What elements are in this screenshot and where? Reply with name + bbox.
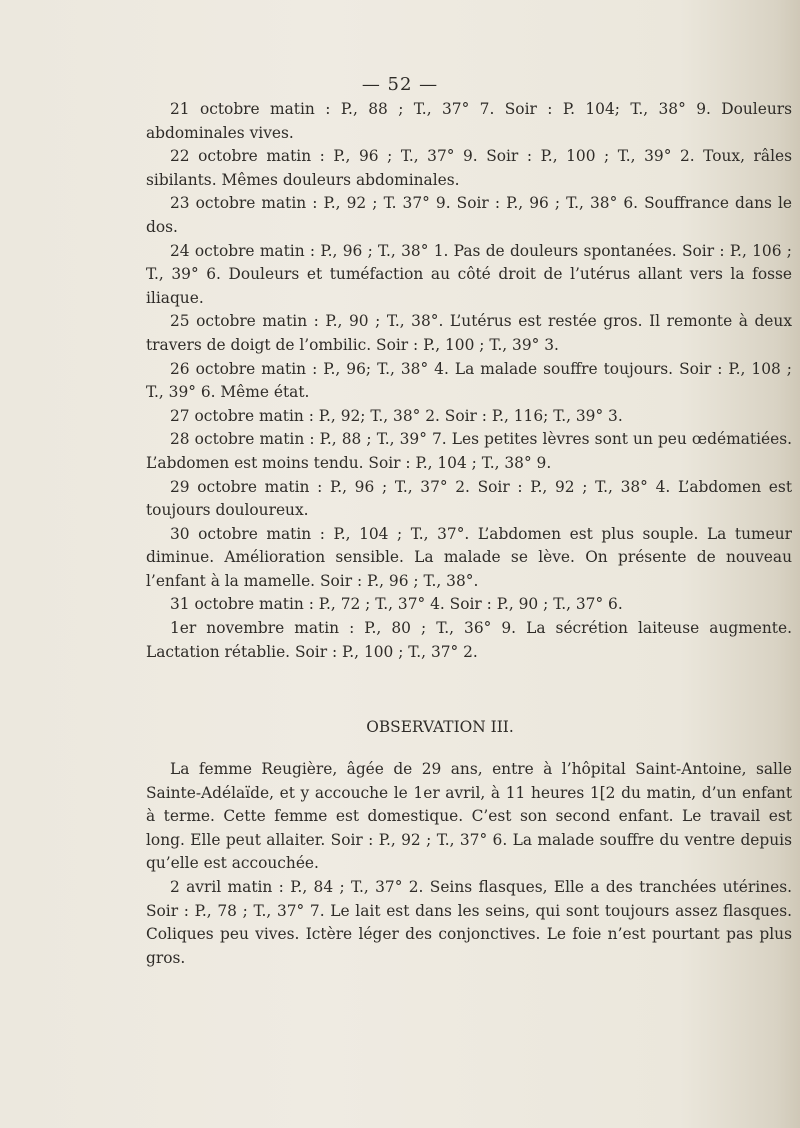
daily-entries bbox=[146, 98, 792, 664]
observation-paragraph: La femme Reugière, âgée de 29 ans, entre à l’hôpital Saint-Antoine, salle Sainte-Adélaïde, et y accouche le 1er avril, à 11 heures 1[2 du matin, d’un enfant à terme. Cette femme est domestique. C’est son second enfant. Le travail est long. Elle peut allaiter. Soir : P., 92 ; T., 37° 6. La malade souffre du ventre depuis qu’elle est accouchée. bbox=[146, 760, 792, 873]
observation-text bbox=[146, 758, 792, 970]
entry-paragraph: 23 octobre matin : P., 92 ; T. 37° 9. Soir : P., 96 ; T., 38° 6. Souffrance dans le dos. bbox=[146, 194, 792, 236]
entry-paragraph: 22 octobre matin : P., 96 ; T., 37° 9. Soir : P., 100 ; T., 39° 2. Toux, râles sibilants. Mêmes douleurs abdominales. bbox=[146, 147, 792, 189]
entry-paragraph: 24 octobre matin : P., 96 ; T., 38° 1. Pas de douleurs spontanées. Soir : P., 106 ; T., 39° 6. Douleurs et tuméfaction au côté droit de l’utérus allant vers la fosse iliaque. bbox=[146, 241, 792, 307]
observation-heading: OBSERVATION III. bbox=[366, 718, 514, 736]
entry-paragraph: 1er novembre matin : P., 80 ; T., 36° 9. La sécrétion laiteuse augmente. Lactation rétablie. Soir : P., 100 ; T., 37° 2. bbox=[146, 619, 792, 661]
entry-paragraph: 29 octobre matin : P., 96 ; T., 37° 2. Soir : P., 92 ; T., 38° 4. L’abdomen est toujours douloureux. bbox=[146, 477, 792, 520]
entry-paragraph: 21 octobre matin : P., 88 ; T., 37° 7. Soir : P. 104; T., 38° 9. Douleurs abdominales vives. bbox=[146, 100, 792, 142]
observation-paragraph: 2 avril matin : P., 84 ; T., 37° 2. Seins flasques, Elle a des tranchées utérines. Soir : P., 78 ; T., 37° 7. Le lait est dans les seins, qui sont toujours assez flasques. Coliques peu vives. Ictère léger des conjonctives. Le foie n’est pourtant pas plus gros. bbox=[146, 877, 792, 967]
entry-paragraph: 25 octobre matin : P., 90 ; T., 38°. L’utérus est restée gros. Il remonte à deux travers de doigt de l’ombilic. Soir : P., 100 ; T., 39° 3. bbox=[146, 312, 792, 354]
entry-paragraph: 26 octobre matin : P., 96; T., 38° 4. La malade souffre toujours. Soir : P., 108 ; T., 39° 6. Même état. bbox=[146, 359, 792, 402]
entry-paragraph: 30 octobre matin : P., 104 ; T., 37°. L’abdomen est plus souple. La tumeur diminue. Amélioration sensible. La malade se lève. On présente de nouveau l’enfant à la mamelle. Soir : P., 96 ; T., 38°. bbox=[146, 524, 792, 590]
entry-paragraph: 31 octobre matin : P., 72 ; T., 37° 4. Soir : P., 90 ; T., 37° 6. bbox=[170, 595, 623, 614]
page-number: — 52 — bbox=[361, 74, 439, 95]
entry-paragraph: 28 octobre matin : P., 88 ; T., 39° 7. Les petites lèvres sont un peu œdématiées. L’abdomen est moins tendu. Soir : P., 104 ; T., 38° 9. bbox=[146, 430, 792, 472]
entry-paragraph: 27 octobre matin : P., 92; T., 38° 2. Soir : P., 116; T., 39° 3. bbox=[170, 406, 623, 425]
